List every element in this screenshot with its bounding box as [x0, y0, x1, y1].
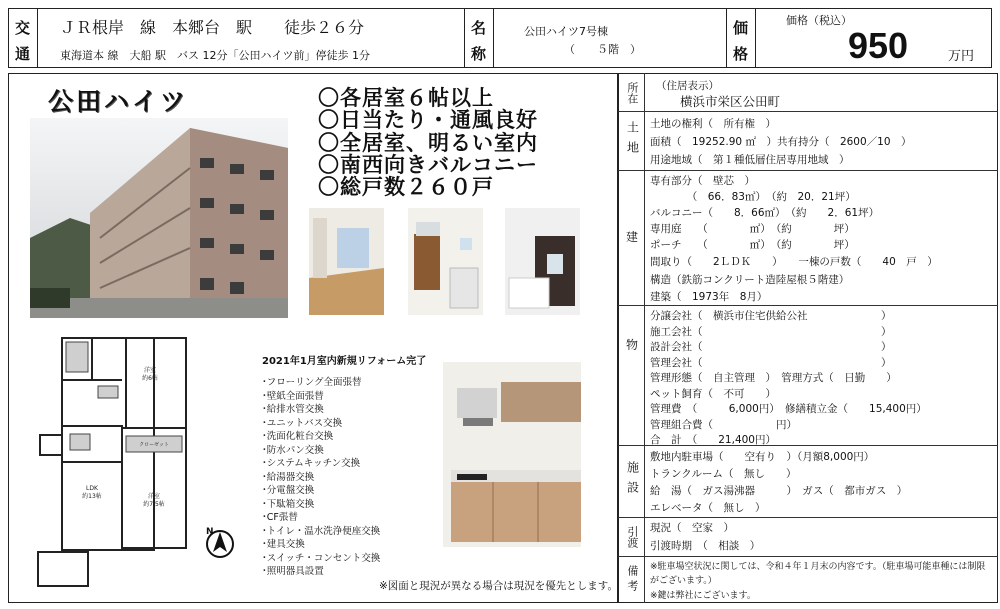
- land-row: 面積（ 19252.90 ㎡ ）共有持分（ 2600／10 ）: [650, 136, 912, 148]
- handover-row: 現況（ 空家 ）: [650, 522, 734, 534]
- name-value-cell: [493, 8, 727, 68]
- svg-text:約6帖: 約6帖: [142, 375, 158, 382]
- bathroom-photo: [505, 208, 580, 315]
- reform-note: ※図面と現況が異なる場合は現況を優先とします。: [379, 580, 618, 592]
- access-line-1: ＪＲ根岸 線 本郷台 駅 徒歩２６分: [60, 18, 365, 37]
- building-title: 公田ハイツ: [48, 87, 189, 116]
- facility-row: 給 湯（ ガス湯沸器 ） ガス（ 都市ガス ）: [650, 485, 908, 497]
- feature-4: 〇南西向きバルコニー: [318, 153, 538, 177]
- reform-item: ･照明器具設置: [262, 566, 324, 577]
- reform-item: ･建具交換: [262, 539, 305, 550]
- svg-text:約13帖: 約13帖: [82, 493, 102, 500]
- feature-5: 〇総戸数２６０戸: [318, 175, 494, 199]
- details-divider: [644, 73, 645, 603]
- price-label: 価 格: [733, 19, 749, 63]
- reform-item: ･給湯器交換: [262, 471, 315, 483]
- land-label: 土地: [625, 120, 640, 161]
- property-row: 管理組合費（ 円）: [650, 418, 797, 431]
- handover-row: 引渡時期 （ 相談 ）: [650, 540, 761, 552]
- row-divider: [618, 170, 998, 171]
- property-row: 管理形態（ 自主管理 ） 管理方式（ 日勤 ）: [650, 372, 897, 384]
- feature-2: 〇日当たり・通風良好: [318, 108, 538, 132]
- building-row: 専有部分（ 壁芯 ）: [650, 175, 755, 187]
- facility-label: 施設: [625, 461, 640, 501]
- land-row: 土地の権利（ 所有権 ）: [650, 118, 776, 130]
- row-divider: [618, 111, 998, 112]
- feature-1: 〇各居室６帖以上: [318, 86, 494, 110]
- location-value: 横浜市栄区公田町: [680, 94, 781, 109]
- building-row: 建築（ 1973年 8月）: [650, 291, 768, 303]
- svg-text:N: N: [206, 527, 214, 537]
- property-row: ペット飼育（ 不可 ）: [650, 387, 776, 400]
- property-label: 物: [625, 337, 638, 352]
- property-row: 合 計 （ 21,400円）: [650, 434, 776, 446]
- building-row: ポーチ （ ㎡） （約 坪）: [650, 239, 855, 251]
- land-row: 用途地域（ 第１種低層住居専用地域 ）: [650, 154, 850, 166]
- svg-text:約7.5帖: 約7.5帖: [143, 501, 165, 508]
- reform-item: ･防水パン交換: [262, 444, 324, 456]
- building-row: 専用庭 （ ㎡） （約 坪）: [650, 223, 855, 235]
- property-row: 施工会社（ ）: [650, 325, 892, 338]
- price-value: 950: [848, 25, 909, 66]
- svg-text:洋室: 洋室: [143, 367, 157, 374]
- svg-text:洋室: 洋室: [147, 493, 161, 500]
- price-label-cell: [726, 8, 756, 68]
- building-row: 間取り（ 2ＬＤＫ ） 一棟の戸数（ 40 戸 ）: [650, 256, 938, 268]
- reform-title: 2021年1月室内新規リフォーム完了: [262, 356, 427, 367]
- reform-item: ･ユニットバス交換: [262, 417, 343, 429]
- row-divider: [618, 517, 998, 518]
- feature-3: 〇全居室、明るい室内: [318, 131, 538, 155]
- svg-text:LDK: LDK: [86, 485, 98, 492]
- notes-label: 備考: [625, 564, 639, 595]
- facility-row: エレベータ（ 無し ）: [650, 502, 766, 514]
- access-label: 交 通: [15, 19, 31, 63]
- reform-item: ･トイレ・温水洗浄便座交換: [262, 525, 381, 537]
- building-label: 建: [625, 230, 638, 244]
- row-divider: [618, 556, 998, 557]
- location-caption: （住居表示）: [656, 80, 719, 92]
- handover-label: 引渡: [625, 525, 639, 548]
- svg-text:クローゼット: クローゼット: [139, 442, 169, 448]
- location-label: 所在: [625, 82, 639, 104]
- building-row: （ 66．83㎡） （約 20．21坪）: [650, 191, 856, 203]
- name-label-cell: [464, 8, 494, 68]
- washroom-photo: [408, 208, 483, 315]
- reform-item: ･スイッチ・コンセント交換: [262, 552, 381, 564]
- reform-item: ･フローリング全面張替: [262, 377, 362, 388]
- north-compass-icon: [200, 524, 240, 564]
- name-label: 名 称: [471, 19, 487, 63]
- property-row: 分譲会社（ 横浜市住宅供給公社 ）: [650, 310, 892, 322]
- notes-row: ※駐車場空状況に関しては、令和４年１月末の内容です。（駐車場可能車種には制限: [650, 562, 986, 572]
- price-caption: 価格（税込）: [786, 14, 852, 27]
- access-line-2: 東海道本 線 大船 駅 バス 12分「公田ハイツ前」停徒歩 1分: [60, 49, 370, 62]
- property-row: 管理会社（ ）: [650, 356, 892, 369]
- floor-number: （ ５階 ）: [564, 43, 641, 56]
- reform-item: ･下駄箱交換: [262, 498, 315, 510]
- building-exterior-photo: [30, 118, 288, 318]
- price-value-cell: [755, 8, 992, 68]
- reform-item: ･CF張替: [262, 512, 298, 523]
- row-divider: [618, 305, 998, 306]
- property-row: 管理費 （ 6,000円） 修繕積立金（ 15,400円）: [650, 403, 927, 415]
- facility-row: トランクルーム（ 無し ）: [650, 468, 797, 480]
- reform-item: ･システムキッチン交換: [262, 458, 361, 469]
- building-row: バルコニー（ 8．66㎡） （約 2．61坪）: [650, 207, 880, 219]
- access-label-cell: [8, 8, 38, 68]
- access-value-cell: [37, 8, 465, 68]
- property-name: 公田ハイツ7号棟: [524, 25, 608, 38]
- notes-row: ※鍵は弊社にございます。: [650, 591, 756, 601]
- living-room-photo: [309, 208, 384, 315]
- reform-item: ･洗面化粧台交換: [262, 431, 334, 442]
- reform-item: ･給排水管交換: [262, 404, 324, 415]
- reform-item: ･分電盤交換: [262, 485, 315, 496]
- price-unit: 万円: [948, 49, 975, 64]
- reform-item: ･壁紙全面張替: [262, 390, 324, 402]
- building-row: 構造（鉄筋コンクリート造陸屋根５階建）: [650, 274, 850, 286]
- facility-row: 敷地内駐車場（ 空有り ）（月額8,000円）: [650, 451, 875, 463]
- kitchen-photo: [443, 362, 581, 547]
- notes-row: がございます。）: [650, 576, 717, 586]
- property-row: 設計会社（ ）: [650, 341, 892, 353]
